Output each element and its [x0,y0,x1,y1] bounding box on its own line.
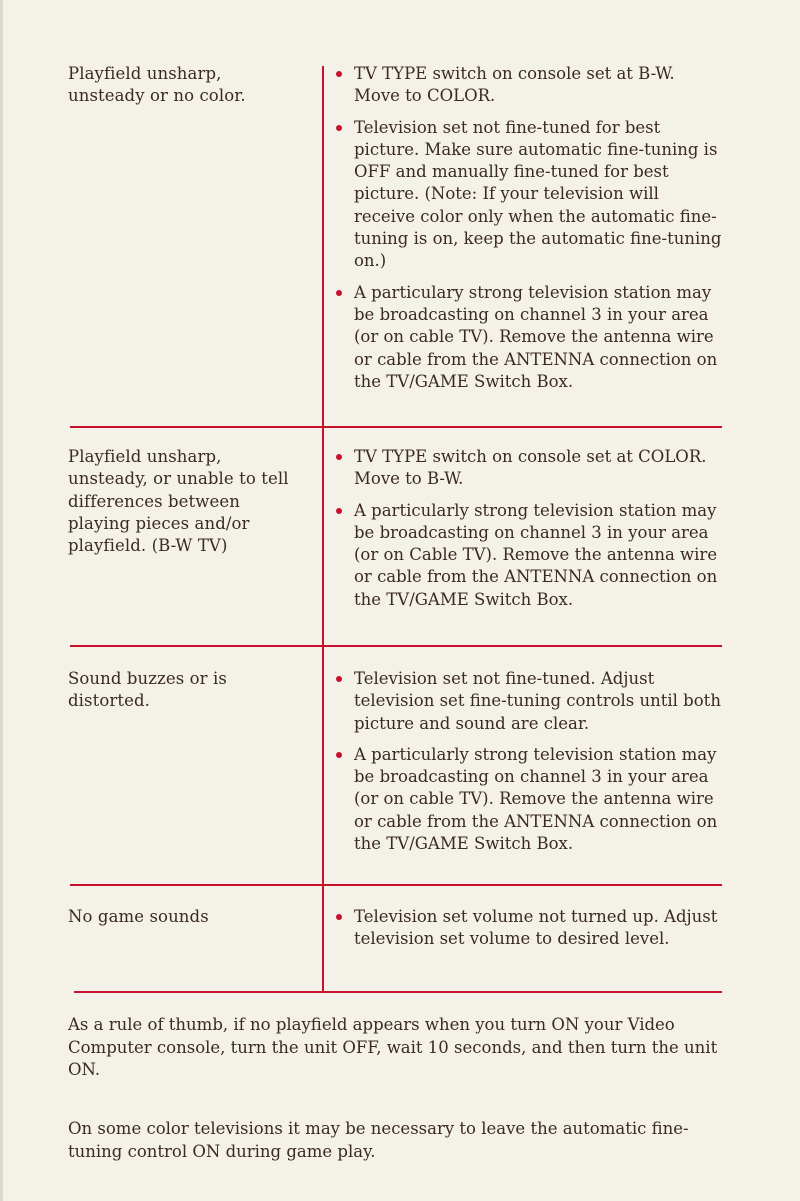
solution-item [330,117,722,273]
row-divider [70,645,722,647]
rule-of-thumb-note: As a rule of thumb, if no playfield appears when you turn ON your Video Computer console, turn the unit OFF, wait 10 seconds, and then turn the unit ON. [68,1015,718,1079]
column-divider [322,886,324,992]
solution-item [330,282,722,393]
solution-text: A particularly strong television station may be broadcasting on channel 3 in your area (or on Cable TV). Remove the antenna wire or cable from the ANTENNA connection on the TV/GAME Switch Box. [354,500,718,609]
solution-text: Television set not fine-tuned for best picture. Make sure automatic fine-tuning is OFF and manually fine-tuned for best picture. (Note: If your television will receive color only when the automatic fine-tuning is on, keep the automatic fine-tuning on.) [354,117,722,271]
problem-text: Sound buzzes or is distorted. [68,669,227,711]
row-divider [74,991,722,993]
row-divider [70,884,722,886]
solution-item [330,63,722,108]
row-divider [70,426,722,428]
solution-item [330,744,722,855]
bullet-icon [336,454,342,460]
solutions-list [330,906,722,960]
bullet-icon [336,71,342,77]
bullet-icon [336,125,342,131]
solution-text: TV TYPE switch on console set at B-W. Move to COLOR. [354,64,675,106]
solution-item [330,446,722,491]
solutions-list [330,668,722,864]
bullet-icon [336,914,342,920]
solution-text: Television set not fine-tuned. Adjust television set fine-tuning controls until both picture and sound are clear. [354,669,721,733]
solution-text: A particularly strong television station may be broadcasting on channel 3 in your area (or on cable TV). Remove the antenna wire or cable from the ANTENNA connection on the TV/GAME Switch Box. [354,744,718,854]
bullet-icon [336,676,342,682]
solution-text: Television set volume not turned up. Adjust television set volume to desired level. [354,907,718,949]
solutions-list [330,446,722,620]
problem-text: Playfield unsharp, unsteady or no color. [68,64,246,106]
column-divider [322,66,324,428]
column-divider [322,428,324,646]
solution-item [330,906,722,951]
solutions-list [330,63,722,402]
bullet-icon [336,290,342,296]
bullet-icon [336,752,342,758]
solution-item [330,668,722,735]
solution-text: TV TYPE switch on console set at COLOR. Move to B-W. [354,447,707,489]
problem-text: Playfield unsharp, unsteady, or unable to tell differences between playing pieces and/or playfield. (B-W TV) [68,447,289,556]
solution-text: A particulary strong television station may be broadcasting on channel 3 in your area (or on cable TV). Remove the antenna wire or cable from the ANTENNA connection on the TV/GAME Switch Box. [354,282,718,391]
column-divider [322,646,324,886]
page-edge [0,0,3,1201]
problem-text: No game sounds [68,907,209,926]
solution-item [330,500,722,611]
color-tv-note: On some color televisions it may be necessary to leave the automatic fine-tuning control ON during game play. [68,1119,689,1161]
bullet-icon [336,508,342,514]
